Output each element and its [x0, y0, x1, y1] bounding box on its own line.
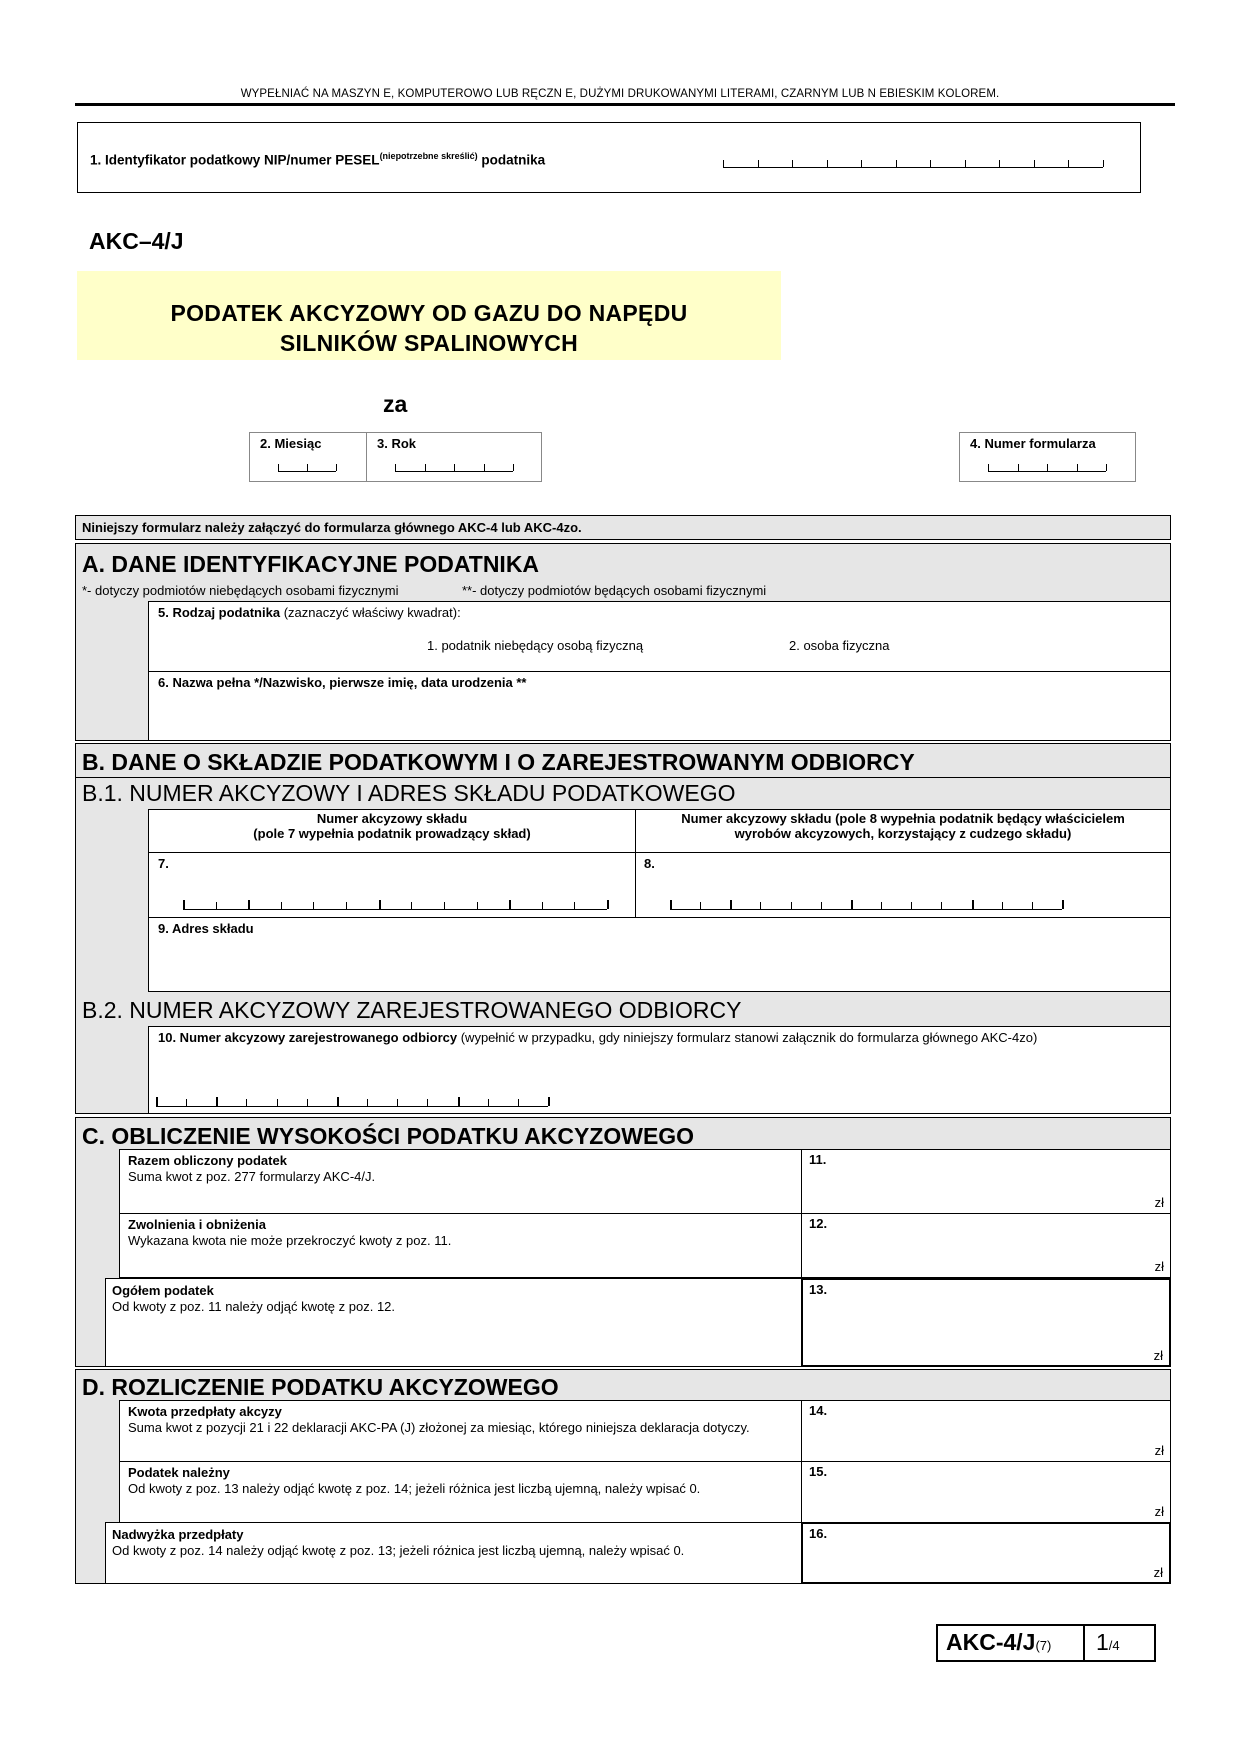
- comb-tick: [1106, 464, 1107, 471]
- field-7-label: 7.: [158, 856, 169, 871]
- comb-tick: [911, 902, 912, 909]
- comb-tick: [760, 902, 761, 909]
- comb-tick: [425, 464, 426, 471]
- field-6-label: 6. Nazwa pełna */Nazwisko, pierwsze imię, data urodzenia **: [158, 675, 527, 690]
- year-label: 3. Rok: [377, 436, 417, 451]
- section-c: [75, 1117, 1171, 1367]
- comb-tick: [1034, 160, 1035, 167]
- comb-tick: [972, 900, 974, 909]
- comb-tick: [278, 464, 279, 471]
- comb-tick: [861, 160, 862, 167]
- comb-tick: [246, 1099, 247, 1106]
- field-7-input[interactable]: [183, 902, 607, 910]
- section-a-note-right: **- dotyczy podmiotów będących osobami fizycznymi: [462, 583, 767, 598]
- comb-tick: [965, 160, 966, 167]
- comb-tick: [930, 160, 931, 167]
- year-input[interactable]: [395, 464, 513, 472]
- comb-tick: [379, 900, 381, 909]
- comb-tick: [484, 464, 485, 471]
- field-5-hint: (zaznaczyć właściwy kwadrat):: [280, 605, 461, 620]
- comb-tick: [999, 160, 1000, 167]
- comb-tick: [1032, 902, 1033, 909]
- comb-tick: [346, 902, 347, 909]
- comb-tick: [444, 902, 445, 909]
- field-8-label: 8.: [644, 856, 655, 871]
- comb-tick: [1103, 160, 1104, 167]
- comb-tick: [277, 1099, 278, 1106]
- option-non-natural-person[interactable]: 1. podatnik niebędący osobą fizyczną: [427, 638, 644, 653]
- field-8-cell[interactable]: [635, 852, 1171, 918]
- period-label: za: [383, 391, 408, 417]
- header-rule: [75, 103, 1175, 106]
- row-15-desc: Podatek należny Od kwoty z poz. 13 należy odjąć kwotę z poz. 14; jeżeli różnica jest liczbą ujemną, należy wpisać 0.: [119, 1461, 802, 1523]
- form-number-label: 4. Numer formularza: [970, 436, 1096, 451]
- comb-tick: [411, 902, 412, 909]
- section-d-title: D. ROZLICZENIE PODATKU AKCYZOWEGO: [82, 1374, 559, 1400]
- attachment-note-bar: [75, 515, 1171, 540]
- taxpayer-id-box: [77, 122, 1141, 193]
- comb-tick: [896, 160, 897, 167]
- divider: [76, 777, 1170, 778]
- row-12-desc: Zwolnienia i obniżenia Wykazana kwota nie może przekroczyć kwoty z poz. 11.: [119, 1213, 802, 1278]
- row-14-desc: Kwota przedpłaty akcyzy Suma kwot z pozycji 21 i 22 deklaracji AKC-PA (J) złożonej za miesiąc, którego niniejsza deklaracja dotyczy.: [119, 1400, 802, 1462]
- comb-tick: [307, 1099, 308, 1106]
- comb-tick: [477, 902, 478, 909]
- footer-version: (7): [1035, 1638, 1052, 1653]
- comb-tick: [827, 160, 828, 167]
- comb-tick: [758, 160, 759, 167]
- field-7-cell[interactable]: [148, 852, 636, 918]
- comb-tick: [574, 902, 575, 909]
- comb-tick: [397, 1099, 398, 1106]
- comb-tick: [454, 464, 455, 471]
- field-10-cell[interactable]: [148, 1026, 1171, 1114]
- field-5-cell: [148, 601, 1171, 672]
- comb-tick: [183, 900, 185, 909]
- comb-tick: [821, 902, 822, 909]
- field-10-hint: (wypełnić w przypadku, gdy niniejszy formularz stanowi załącznik do formularza głównego AKC-4zo): [457, 1030, 1038, 1045]
- comb-tick: [881, 902, 882, 909]
- comb-tick: [337, 1097, 339, 1106]
- comb-tick: [395, 464, 396, 471]
- row-16-desc: Nadwyżka przedpłaty Od kwoty z poz. 14 należy odjąć kwotę z poz. 13; jeżeli różnica jest liczbą ujemną, należy wpisać 0.: [105, 1522, 802, 1584]
- comb-tick: [336, 464, 337, 471]
- comb-tick: [281, 902, 282, 909]
- comb-tick: [1062, 900, 1064, 909]
- footer-divider: [1083, 1626, 1085, 1660]
- footer-form-id: [936, 1624, 1156, 1662]
- option-natural-person[interactable]: 2. osoba fizyczna: [789, 638, 890, 653]
- year-field[interactable]: [366, 432, 542, 482]
- field-8-input[interactable]: [670, 902, 1062, 910]
- comb-tick: [1068, 160, 1069, 167]
- comb-tick: [427, 1099, 428, 1106]
- section-b-title: B. DANE O SKŁADZIE PODATKOWYM I O ZAREJESTROWANYM ODBIORCY: [82, 749, 915, 775]
- section-b: [75, 743, 1171, 1114]
- comb-tick: [851, 900, 853, 909]
- comb-tick: [513, 464, 514, 471]
- comb-tick: [1077, 464, 1078, 471]
- comb-tick: [791, 902, 792, 909]
- comb-tick: [542, 902, 543, 909]
- field-11-input[interactable]: 11. zł: [801, 1149, 1171, 1214]
- footer-form-code: AKC-4/J: [946, 1629, 1036, 1655]
- comb-tick: [670, 900, 672, 909]
- field-16-input[interactable]: 16. zł: [801, 1522, 1171, 1584]
- field-12-input[interactable]: 12. zł: [801, 1213, 1171, 1278]
- form-title-line2: SILNIKÓW SPALINOWYCH: [279, 330, 579, 356]
- taxpayer-id-label: 1. Identyfikator podatkowy NIP/numer $PESEL^{(niepotrzebne skreślić)}$ podatnika: [90, 151, 546, 168]
- comb-tick: [156, 1097, 158, 1106]
- section-a: [75, 543, 1171, 741]
- comb-tick: [730, 900, 732, 909]
- comb-tick: [216, 1097, 218, 1106]
- month-input[interactable]: [278, 464, 336, 472]
- section-c-title: C. OBLICZENIE WYSOKOŚCI PODATKU AKCYZOWEGO: [82, 1123, 695, 1149]
- footer-page: 1: [1096, 1629, 1109, 1655]
- comb-tick: [792, 160, 793, 167]
- field-10-input[interactable]: [156, 1099, 548, 1107]
- col2-header: Numer akcyzowy składu (pole 8 wypełnia podatnik będący właścicielem wyrobów akcyzowych, korzystający z cudzego składu): [635, 809, 1171, 853]
- field-13-input[interactable]: 13. zł: [801, 1278, 1171, 1367]
- field-15-input[interactable]: 15. zł: [801, 1461, 1171, 1523]
- field-10-label: 10. Numer akcyzowy zarejestrowanego odbiorcy: [158, 1030, 458, 1045]
- form-title-line1: PODATEK AKCYZOWY OD GAZU DO NAPĘDU: [170, 300, 688, 326]
- comb-tick: [941, 902, 942, 909]
- section-a-title: A. DANE IDENTYFIKACYJNE PODATNIKA: [82, 551, 540, 577]
- comb-tick: [248, 900, 250, 909]
- comb-tick: [1047, 464, 1048, 471]
- section-b1-title: B.1. NUMER AKCYZOWY I ADRES SKŁADU PODATKOWEGO: [82, 780, 736, 806]
- section-a-note-left: *- dotyczy podmiotów niebędących osobami fizycznymi: [82, 583, 399, 598]
- comb-tick: [988, 464, 989, 471]
- comb-tick: [700, 902, 701, 909]
- month-field[interactable]: [249, 432, 367, 482]
- attachment-note: Niniejszy formularz należy załączyć do formularza głównego AKC-4 lub AKC-4zo.: [82, 520, 582, 535]
- section-d: [75, 1369, 1171, 1584]
- section-b2-title: B.2. NUMER AKCYZOWY ZAREJESTROWANEGO ODBIORCY: [82, 997, 742, 1023]
- field-9-cell[interactable]: [148, 917, 1171, 992]
- taxpayer-id-input[interactable]: [723, 160, 1103, 168]
- row-13-desc: Ogółem podatek Od kwoty z poz. 11 należy odjąć kwotę z poz. 12.: [105, 1278, 802, 1367]
- col1-header: Numer akcyzowy składu (pole 7 wypełnia podatnik prowadzący skład): [148, 809, 636, 853]
- comb-tick: [1002, 902, 1003, 909]
- comb-tick: [548, 1097, 550, 1106]
- comb-tick: [186, 1099, 187, 1106]
- comb-tick: [607, 900, 609, 909]
- form-title-box: [77, 271, 781, 360]
- field-14-input[interactable]: 14. zł: [801, 1400, 1171, 1462]
- comb-tick: [518, 1099, 519, 1106]
- comb-tick: [367, 1099, 368, 1106]
- field-9-label: 9. Adres składu: [158, 921, 254, 936]
- comb-tick: [458, 1097, 460, 1106]
- comb-tick: [1018, 464, 1019, 471]
- field-5-label: 5. Rodzaj podatnika: [158, 605, 281, 620]
- fill-instruction: WYPEŁNIAĆ NA MASZYN E, KOMPUTEROWO LUB RĘCZN E, DUŻYMI DRUKOWANYMI LITERAMI, CZARNYM LUB N EBIESKIM KOLOREM.: [240, 88, 1000, 100]
- form-code: AKC–4/J: [89, 228, 184, 254]
- comb-tick: [313, 902, 314, 909]
- form-number-field[interactable]: [959, 432, 1136, 482]
- comb-tick: [488, 1099, 489, 1106]
- footer-page-total: /4: [1108, 1638, 1120, 1653]
- comb-tick: [723, 160, 724, 167]
- row-11-desc: Razem obliczony podatek Suma kwot z poz. 277 formularzy AKC-4/J.: [119, 1149, 802, 1214]
- comb-tick: [509, 900, 511, 909]
- comb-tick: [216, 902, 217, 909]
- comb-tick: [307, 464, 308, 471]
- field-6-cell[interactable]: [148, 671, 1171, 741]
- form-number-input[interactable]: [988, 464, 1106, 472]
- month-label: 2. Miesiąc: [260, 436, 322, 451]
